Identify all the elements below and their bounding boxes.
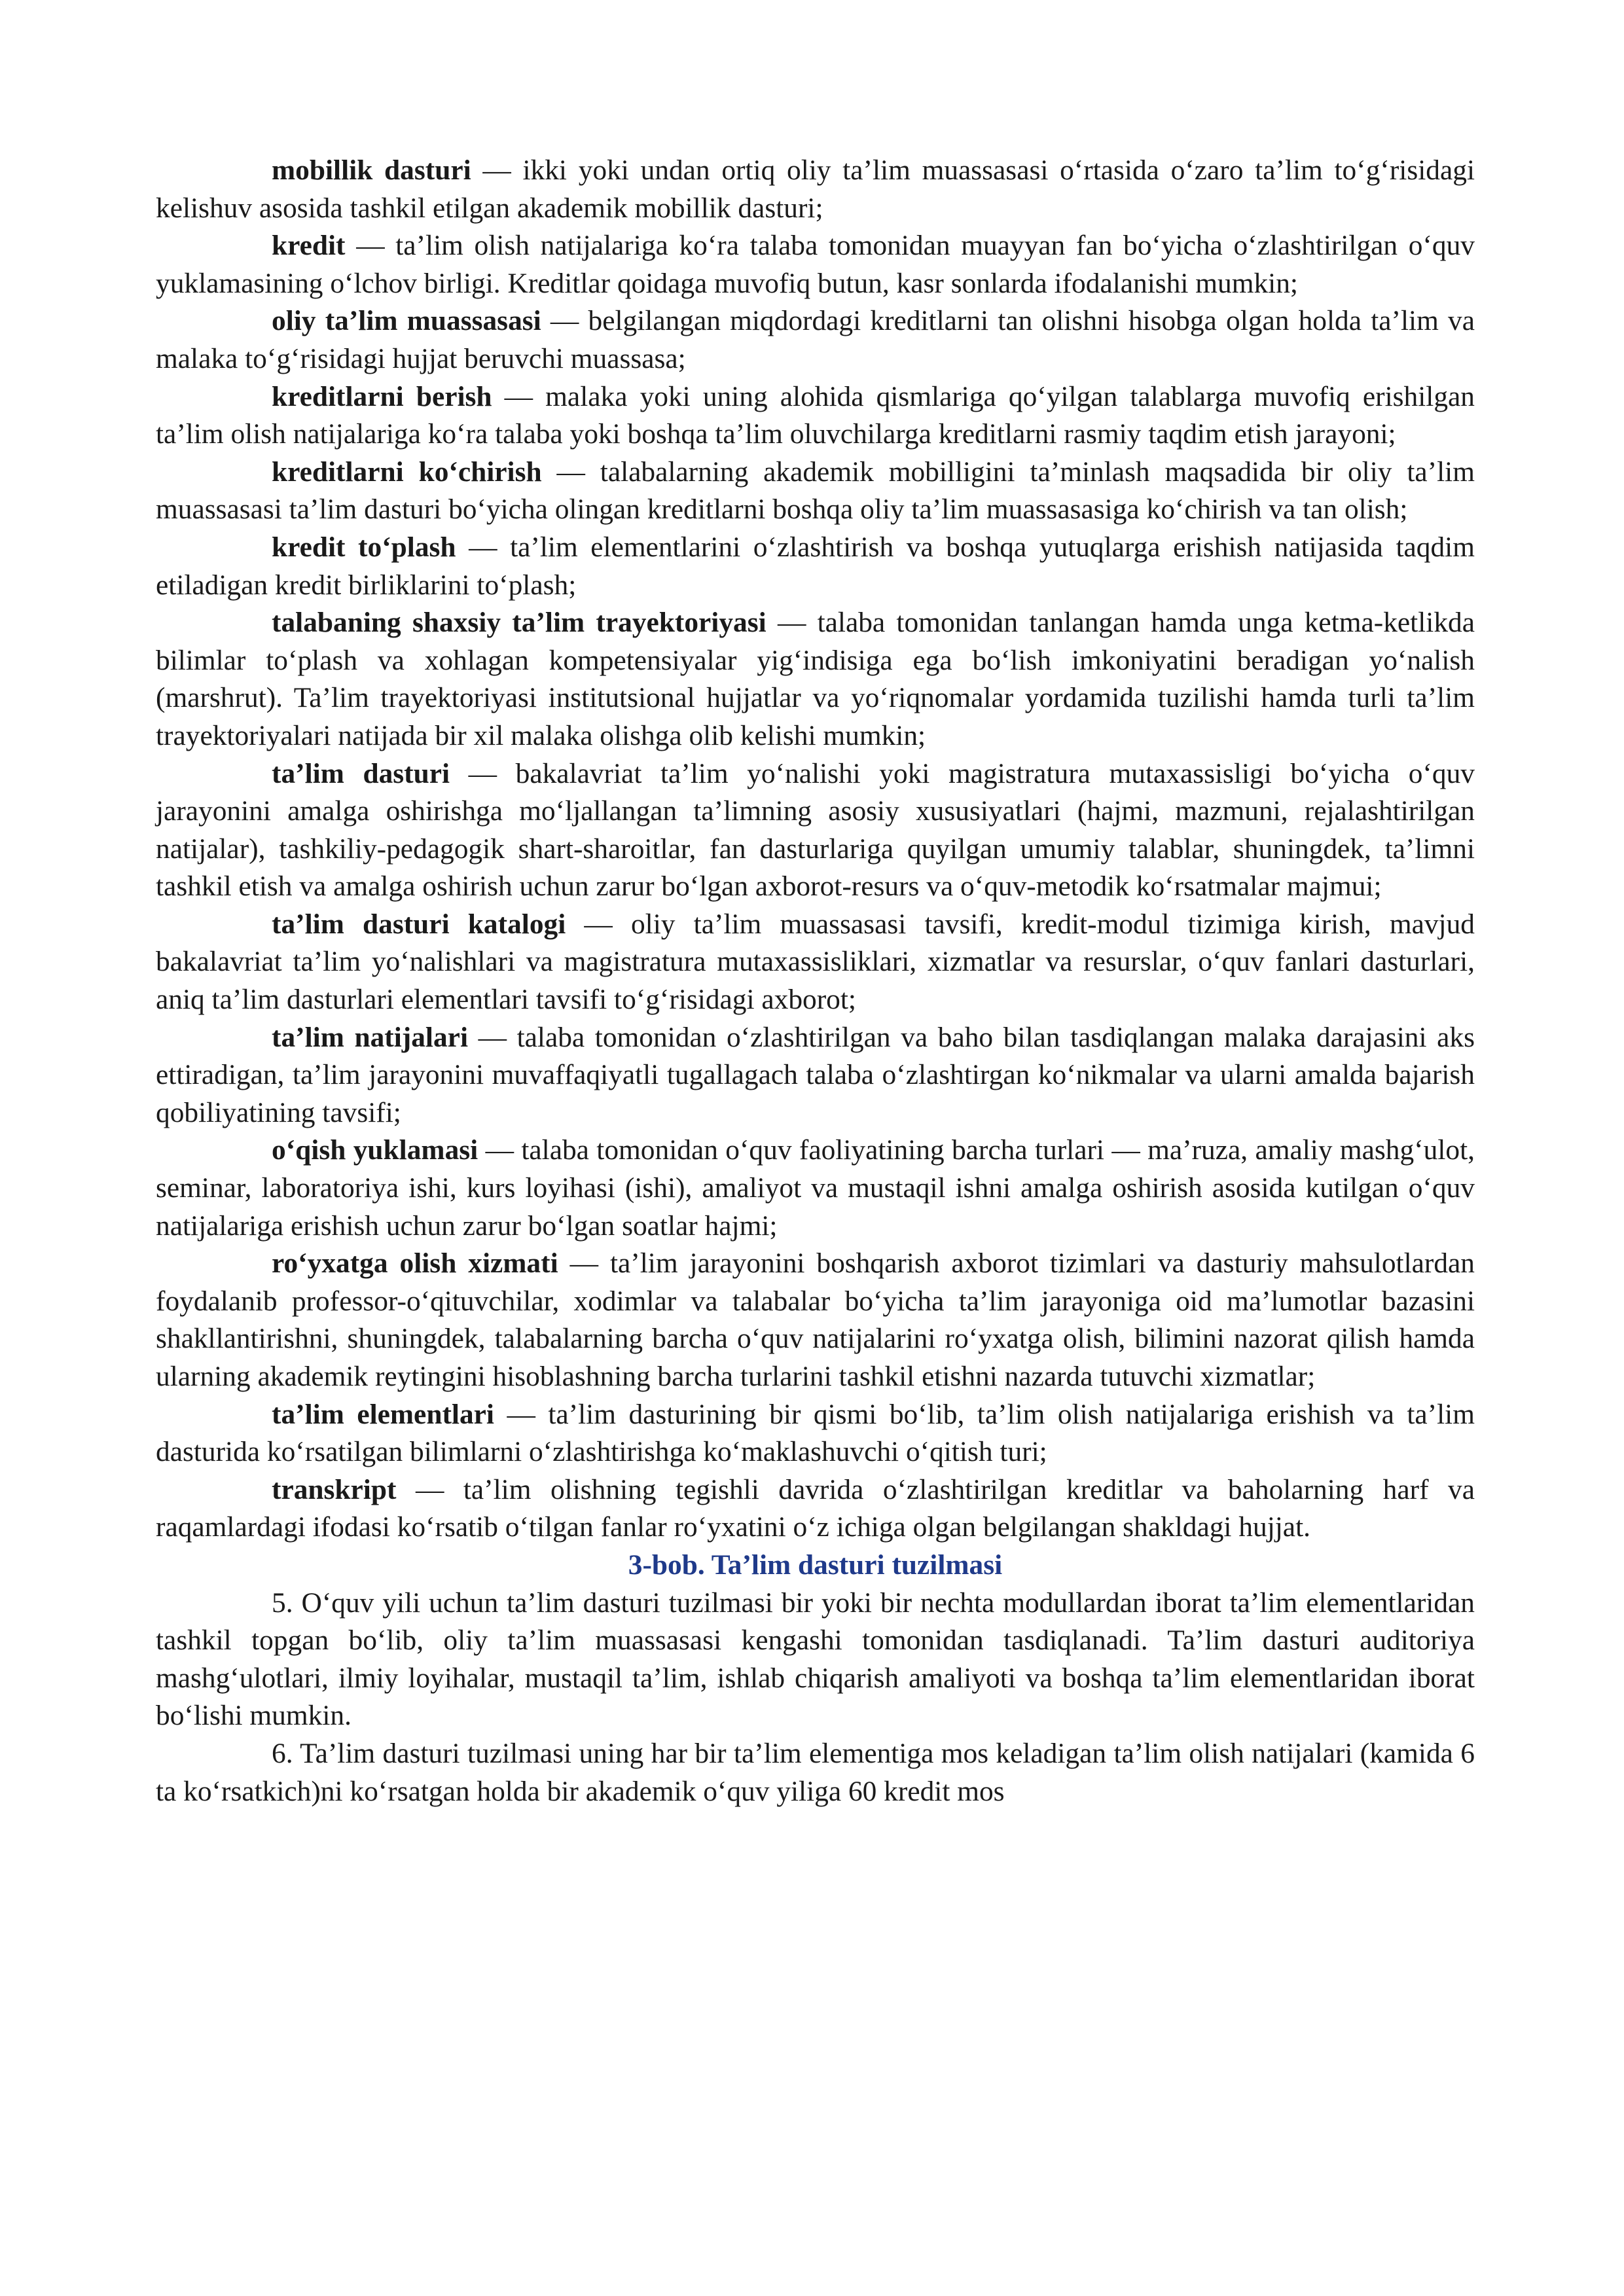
definition-term: o‘qish yuklamasi	[272, 1134, 478, 1166]
definition-term: ta’lim dasturi	[272, 757, 450, 789]
definition-term: kreditlarni berish	[272, 380, 492, 412]
definition-text: — ta’lim olish natijalariga ko‘ra talaba tomonidan muayyan fan bo‘yicha o‘zlashtirilgan o‘quv yuklamasining o‘lchov birligi. Kreditlar qoidaga muvofiq butun, kasr sonlarda ifodalanishi mumkin;	[156, 230, 1475, 299]
definition-term: oliy ta’lim muassasasi	[272, 305, 541, 337]
definition-talim-dasturi-katalogi	[156, 906, 1475, 1019]
definition-mobillik-dasturi	[156, 152, 1475, 227]
definition-term: ta’lim natijalari	[272, 1021, 468, 1053]
definition-royxatga-olish-xizmati	[156, 1245, 1475, 1395]
definition-talim-natijalari	[156, 1019, 1475, 1132]
definition-term: transkript	[272, 1473, 397, 1505]
definition-kredit-toplash	[156, 529, 1475, 604]
definition-transkript	[156, 1471, 1475, 1547]
definition-kredit	[156, 227, 1475, 302]
definition-term: ro‘yxatga olish xizmati	[272, 1247, 558, 1280]
definition-term: mobillik dasturi	[272, 154, 471, 186]
definition-text: — talaba tomonidan tanlangan hamda unga ketma-ketlikda bilimlar to‘plash va xohlagan kompetensiyalar yig‘indisiga ega bo‘lish imkoniyatini beradigan yo‘nalish (marshrut). Ta’lim trayektoriyasi institutsional hujjatlar va yo‘riqnomalar yordamida tuzilishi hamda turli ta’lim trayektoriyalari natijada bir xil malaka olishga olib kelishi mumkin;	[156, 607, 1475, 751]
definition-oqish-yuklamasi	[156, 1132, 1475, 1245]
definition-term: ta’lim dasturi katalogi	[272, 908, 566, 940]
definition-text: — belgilangan miqdordagi kreditlarni tan olishni hisobga olgan holda ta’lim va malaka to‘g‘risidagi hujjat beruvchi muassasa;	[156, 305, 1475, 374]
definition-term: kredit	[272, 230, 346, 262]
definition-text: — bakalavriat ta’lim yo‘nalishi yoki magistratura mutaxassisligi bo‘yicha o‘quv jarayonini amalga oshirishga mo‘ljallangan ta’limning asosiy xususiyatlari (hajmi, mazmuni, rejalashtirilgan natijalar), tashkiliy-pedagogik shart-sharoitlar, fan dasturlariga quyilgan umumiy talablar, shuningdek, ta’limni tashkil etish va amalga oshirish uchun zarur bo‘lgan axborot-resurs va o‘quv-metodik ko‘rsatmalar majmui;	[156, 757, 1475, 903]
definition-text: — oliy ta’lim muassasasi tavsifi, kredit-modul tizimiga kirish, mavjud bakalavriat ta’lim yo‘nalishlari va magistratura mutaxassisliklari, xizmatlar va resurslar, o‘quv fanlari dasturlari, aniq ta’lim dasturlari elementlari tavsifi to‘g‘risidagi axborot;	[156, 908, 1475, 1016]
definition-text: — talabalarning akademik mobilligini ta’minlash maqsadida bir oliy ta’lim muassasasi ta’lim dasturi bo‘yicha olingan kreditlarni boshqa oliy ta’lim muassasasiga ko‘chirish va tan olish;	[156, 456, 1475, 526]
paragraph-5: 5. O‘quv yili uchun ta’lim dasturi tuzilmasi bir yoki bir nechta modullardan iborat ta’lim elementlaridan tashkil topgan bo‘lib, oliy ta’lim muassasasi kengashi tomonidan tasdiqlanadi. Ta’lim dasturi auditoriya mashg‘ulotlari, ilmiy loyihalar, mustaqil ta’lim, ishlab chiqarish amaliyoti va boshqa ta’lim elementlaridan iborat bo‘lishi mumkin.	[156, 1587, 1475, 1732]
definition-term: talabaning shaxsiy ta’lim trayektoriyasi	[272, 607, 767, 639]
definition-term: kreditlarni ko‘chirish	[272, 456, 542, 488]
definition-kreditlarni-kochirish	[156, 454, 1475, 529]
definition-shaxsiy-talim-trayektoriyasi	[156, 604, 1475, 755]
definition-talim-elementlari	[156, 1396, 1475, 1471]
definition-text: — ta’lim jarayonini boshqarish axborot tizimlari va dasturiy mahsulotlardan foydalanib professor-o‘qituvchilar, xodimlar va talabalar bo‘yicha ta’lim jarayoniga oid ma’lumotlar bazasini shakllantirishni, shuningdek, talabalarning barcha o‘quv natijalarini ro‘yxatga olish, bilimini nazorat qilish hamda ularning akademik reytingini hisoblashning barcha turlarini tashkil etishni nazarda tutuvchi xizmatlar;	[156, 1247, 1475, 1392]
chapter-heading: 3-bob. Ta’lim dasturi tuzilmasi	[628, 1549, 1003, 1581]
definition-text: — malaka yoki uning alohida qismlariga qo‘yilgan talablarga muvofiq erishilgan ta’lim olish natijalariga ko‘ra talaba yoki boshqa ta’lim oluvchilarga kreditlarni rasmiy taqdim etish jarayoni;	[156, 380, 1475, 450]
definition-text: — ta’lim dasturining bir qismi bo‘lib, ta’lim olish natijalariga erishish va ta’lim dasturida ko‘rsatilgan bilimlarni o‘zlashtirishga ko‘maklashuvchi o‘qitish turi;	[156, 1398, 1475, 1468]
definition-text: — ta’lim olishning tegishli davrida o‘zlashtirilgan kreditlar va baholarning harf va raqamlardagi ifodasi ko‘rsatib o‘tilgan fanlar ro‘yxatini o‘z ichiga olgan belgilangan shakldagi hujjat.	[156, 1473, 1475, 1543]
definition-kreditlarni-berish	[156, 378, 1475, 454]
definition-text: — talaba tomonidan o‘quv faoliyatining barcha turlari — ma’ruza, amaliy mashg‘ulot, seminar, laboratoriya ishi, kurs loyihasi (ishi), amaliyot va mustaqil ishni amalga oshirish asosida kutilgan o‘quv natijalariga erishish uchun zarur bo‘lgan soatlar hajmi;	[156, 1134, 1475, 1242]
definition-text: — ta’lim elementlarini o‘zlashtirish va boshqa yutuqlarga erishish natijasida taqdim etiladigan kredit birliklarini to‘plash;	[156, 531, 1475, 601]
document-page	[156, 152, 1475, 1810]
definition-talim-dasturi	[156, 755, 1475, 906]
definition-text: — ikki yoki undan ortiq oliy ta’lim muassasasi o‘rtasida o‘zaro ta’lim to‘g‘risidagi kelishuv asosida tashkil etilgan akademik mobillik dasturi;	[156, 154, 1475, 224]
definition-term: ta’lim elementlari	[272, 1398, 494, 1430]
definition-text: — talaba tomonidan o‘zlashtirilgan va baho bilan tasdiqlangan malaka darajasini aks ettiradigan, ta’lim jarayonini muvaffaqiyatli tugallagach talaba o‘zlashtirgan ko‘nikmalar va ularni amalda bajarish qobiliyatining tavsifi;	[156, 1021, 1475, 1128]
definition-oliy-talim-muassasasi	[156, 302, 1475, 378]
paragraph-6: 6. Ta’lim dasturi tuzilmasi uning har bir ta’lim elementiga mos keladigan ta’lim olish natijalari (kamida 6 ta ko‘rsatkich)ni ko‘rsatgan holda bir akademik o‘quv yiliga 60 kredit mos	[156, 1737, 1475, 1807]
definition-term: kredit to‘plash	[272, 531, 456, 563]
